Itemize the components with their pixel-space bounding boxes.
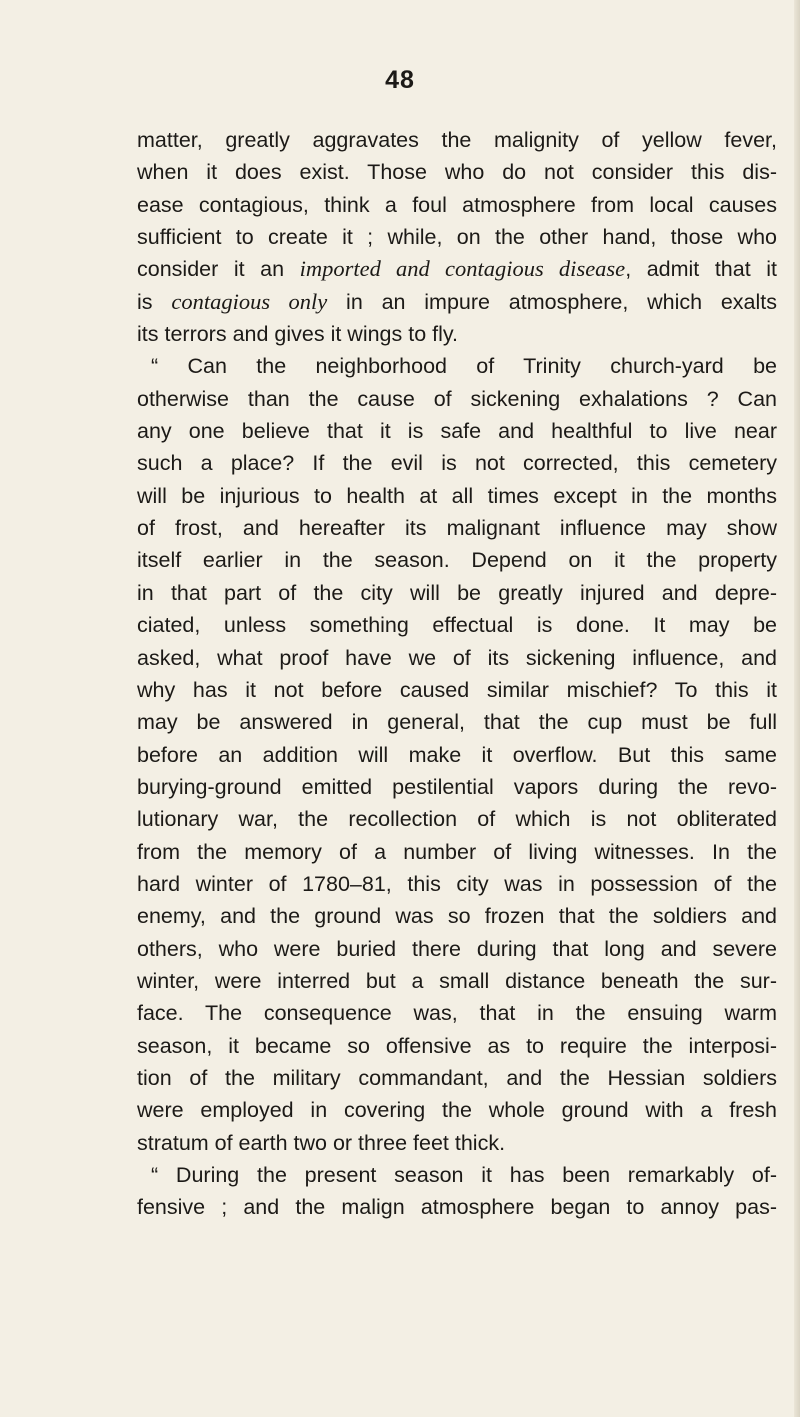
text-line bbox=[137, 480, 777, 512]
text-line bbox=[137, 609, 777, 641]
text-line bbox=[137, 965, 777, 997]
text-line bbox=[137, 1127, 777, 1159]
text-segment: before an addition will make it overflow. But this same bbox=[137, 742, 777, 767]
text-line bbox=[137, 997, 777, 1029]
text-segment: in an impure atmosphere, which exalts bbox=[327, 289, 778, 314]
text-line bbox=[137, 415, 777, 447]
text-line bbox=[137, 642, 777, 674]
text-segment: itself earlier in the season. Depend on it the property bbox=[137, 548, 777, 573]
text-segment: burying-ground emitted pestilential vapors during the revo- bbox=[137, 774, 777, 799]
text-segment: why has it not before caused similar mischief? To this it bbox=[137, 677, 777, 702]
text-line bbox=[137, 318, 777, 350]
text-segment: ciated, unless something effectual is done. It may be bbox=[137, 613, 777, 638]
text-line bbox=[137, 383, 777, 415]
text-segment: fensive ; and the malign atmosphere began to annoy pas- bbox=[137, 1195, 777, 1220]
text-segment: consider it an bbox=[137, 257, 300, 282]
text-segment: season, it became so offensive as to require the interposi- bbox=[137, 1033, 777, 1058]
text-line bbox=[137, 803, 777, 835]
scan-edge-shadow bbox=[794, 0, 800, 1417]
italic-text: contagious only bbox=[171, 288, 328, 314]
text-segment: ease contagious, think a foul atmosphere from local causes bbox=[137, 192, 777, 217]
text-segment: others, who were buried there during that long and severe bbox=[137, 936, 777, 961]
text-segment: any one believe that it is safe and healthful to live near bbox=[137, 419, 777, 444]
text-segment: stratum of earth two or three feet thick. bbox=[137, 1130, 506, 1155]
text-segment: enemy, and the ground was so frozen that the soldiers and bbox=[137, 904, 777, 929]
text-line bbox=[137, 836, 777, 868]
text-segment: hard winter of 1780–81, this city was in possession of the bbox=[137, 871, 777, 896]
text-line bbox=[137, 253, 777, 285]
text-line bbox=[137, 674, 777, 706]
text-segment: its terrors and gives it wings to fly. bbox=[137, 322, 459, 347]
text-line bbox=[137, 771, 777, 803]
text-line bbox=[137, 933, 777, 965]
text-line bbox=[137, 706, 777, 738]
text-segment: will be injurious to health at all times except in the months bbox=[137, 483, 777, 508]
text-segment: face. The consequence was, that in the ensuing warm bbox=[137, 1001, 777, 1026]
text-segment: from the memory of a number of living witnesses. In the bbox=[137, 839, 777, 864]
text-line bbox=[137, 350, 777, 382]
text-segment: winter, were interred but a small distance beneath the sur- bbox=[137, 968, 777, 993]
text-line bbox=[137, 286, 777, 318]
text-segment: is bbox=[137, 289, 172, 314]
text-line bbox=[137, 577, 777, 609]
text-line bbox=[137, 1030, 777, 1062]
page-number: 48 bbox=[385, 66, 415, 94]
text-line bbox=[137, 512, 777, 544]
text-segment: such a place? If the evil is not corrected, this cemetery bbox=[137, 451, 777, 476]
text-segment: tion of the military commandant, and the Hessian soldiers bbox=[137, 1065, 777, 1090]
text-segment: were employed in covering the whole ground with a fresh bbox=[137, 1098, 777, 1123]
text-line bbox=[137, 544, 777, 576]
text-line bbox=[137, 1094, 777, 1126]
text-segment: “ Can the neighborhood of Trinity church-yard be bbox=[151, 354, 777, 379]
text-line bbox=[137, 900, 777, 932]
text-segment: may be answered in general, that the cup must be full bbox=[137, 710, 777, 735]
text-line bbox=[137, 1191, 777, 1223]
body-text bbox=[137, 124, 777, 1224]
italic-text: imported and contagious disease bbox=[299, 256, 626, 282]
text-line bbox=[137, 221, 777, 253]
text-segment: otherwise than the cause of sickening exhalations ? Can bbox=[137, 386, 777, 411]
text-line bbox=[137, 189, 777, 221]
text-line bbox=[137, 739, 777, 771]
text-line bbox=[137, 1159, 777, 1191]
text-segment: of frost, and hereafter its malignant influence may show bbox=[137, 516, 777, 541]
text-segment: matter, greatly aggravates the malignity of yellow fever, bbox=[137, 128, 777, 152]
text-segment: , admit that it bbox=[625, 257, 777, 282]
text-line bbox=[137, 156, 777, 188]
text-segment: when it does exist. Those who do not consider this dis- bbox=[137, 160, 777, 185]
text-segment: “ During the present season it has been remarkably of- bbox=[151, 1163, 777, 1187]
text-segment: in that part of the city will be greatly injured and depre- bbox=[137, 580, 777, 605]
text-line bbox=[137, 447, 777, 479]
text-segment: lutionary war, the recollection of which is not obliterated bbox=[137, 807, 777, 832]
text-segment: asked, what proof have we of its sickening influence, and bbox=[137, 645, 777, 670]
text-line bbox=[137, 868, 777, 900]
text-segment: sufficient to create it ; while, on the other hand, those who bbox=[137, 225, 777, 250]
text-line bbox=[137, 1062, 777, 1094]
text-line bbox=[137, 124, 777, 156]
